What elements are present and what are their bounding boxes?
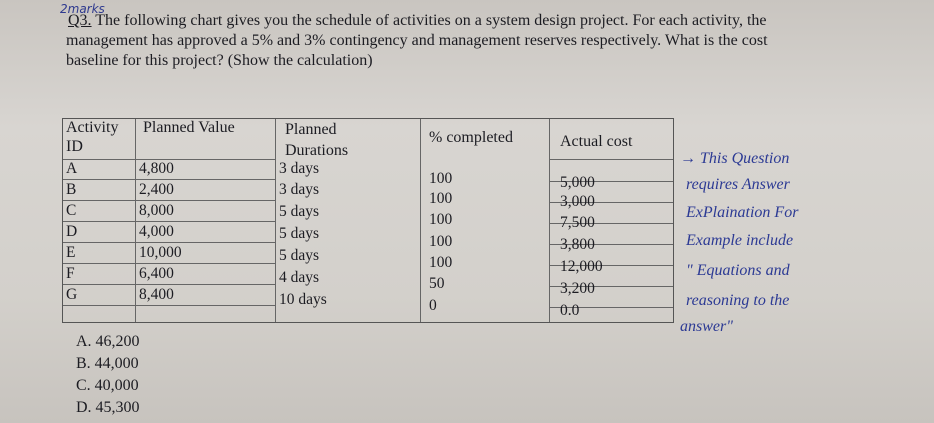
handwritten-note-line-2: requires Answer xyxy=(686,176,790,193)
cell-duration: 4 days xyxy=(279,269,320,286)
cell-percent: 100 xyxy=(429,254,453,271)
cell-id: E xyxy=(66,244,76,261)
marks-note: 2marks xyxy=(60,2,105,16)
schedule-table xyxy=(62,118,674,323)
cell-id: B xyxy=(66,181,77,198)
cell-planned-value: 8,400 xyxy=(139,286,174,303)
header-activity-id: ID xyxy=(66,138,83,155)
header-planned-value: Planned Value xyxy=(143,119,235,136)
cell-planned-value: 10,000 xyxy=(139,244,182,261)
handwritten-note-line-5: " Equations and xyxy=(686,262,790,279)
cell-actual-cost: 7,500 xyxy=(560,214,595,231)
cell-duration: 10 days xyxy=(279,291,327,308)
header-durations: Durations xyxy=(285,142,349,159)
handwritten-note-line-7: answer" xyxy=(680,318,733,335)
cell-duration: 5 days xyxy=(279,247,320,264)
question-number: Q3. xyxy=(68,12,92,29)
option-b: B. 44,000 xyxy=(76,355,139,372)
option-c: C. 40,000 xyxy=(76,377,139,394)
cell-planned-value: 2,400 xyxy=(139,181,174,198)
handwritten-note-line-6: reasoning to the xyxy=(686,292,790,309)
question-line-1 xyxy=(68,12,767,30)
header-activity: Activity xyxy=(66,119,119,136)
handwritten-note-line-1: → This Question xyxy=(680,150,790,167)
cell-percent: 100 xyxy=(429,211,453,228)
cell-planned-value: 6,400 xyxy=(139,265,174,282)
cell-id: C xyxy=(66,202,77,219)
header-actual-cost: Actual cost xyxy=(560,133,633,150)
cell-duration: 5 days xyxy=(279,203,320,220)
header-completed: % completed xyxy=(429,129,513,146)
handwritten-note-line-4: Example include xyxy=(686,232,794,249)
question-line-2: management has approved a 5% and 3% contingency and management reserves respectively. What is the cost xyxy=(66,32,768,49)
cell-duration: 3 days xyxy=(279,160,320,177)
question-line-3: baseline for this project? (Show the calculation) xyxy=(66,52,373,69)
option-a: A. 46,200 xyxy=(76,333,140,350)
cell-percent: 100 xyxy=(429,190,453,207)
cell-planned-value: 4,800 xyxy=(139,160,174,177)
question-text-1: The following chart gives you the schedule of activities on a system design project. For each activity, the xyxy=(95,12,767,29)
cell-id: G xyxy=(66,286,78,303)
cell-percent: 0 xyxy=(429,297,437,314)
cell-duration: 3 days xyxy=(279,181,320,198)
cell-id: A xyxy=(66,160,78,177)
cell-percent: 100 xyxy=(429,233,453,250)
cell-actual-cost: 0.0 xyxy=(560,302,580,319)
handwritten-note-line-3: ExPlaination For xyxy=(686,204,799,221)
cell-percent: 50 xyxy=(429,275,445,292)
cell-planned-value: 8,000 xyxy=(139,202,174,219)
cell-actual-cost: 12,000 xyxy=(560,258,603,275)
cell-actual-cost: 3,200 xyxy=(560,280,595,297)
option-d: D. 45,300 xyxy=(76,399,140,416)
cell-planned-value: 4,000 xyxy=(139,223,174,240)
cell-id: D xyxy=(66,223,78,240)
cell-actual-cost: 5,000 xyxy=(560,174,595,191)
cell-duration: 5 days xyxy=(279,225,320,242)
cell-actual-cost: 3,800 xyxy=(560,236,595,253)
cell-actual-cost: 3,000 xyxy=(560,193,595,210)
cell-percent: 100 xyxy=(429,170,453,187)
header-planned: Planned xyxy=(285,121,337,138)
cell-id: F xyxy=(66,265,75,282)
